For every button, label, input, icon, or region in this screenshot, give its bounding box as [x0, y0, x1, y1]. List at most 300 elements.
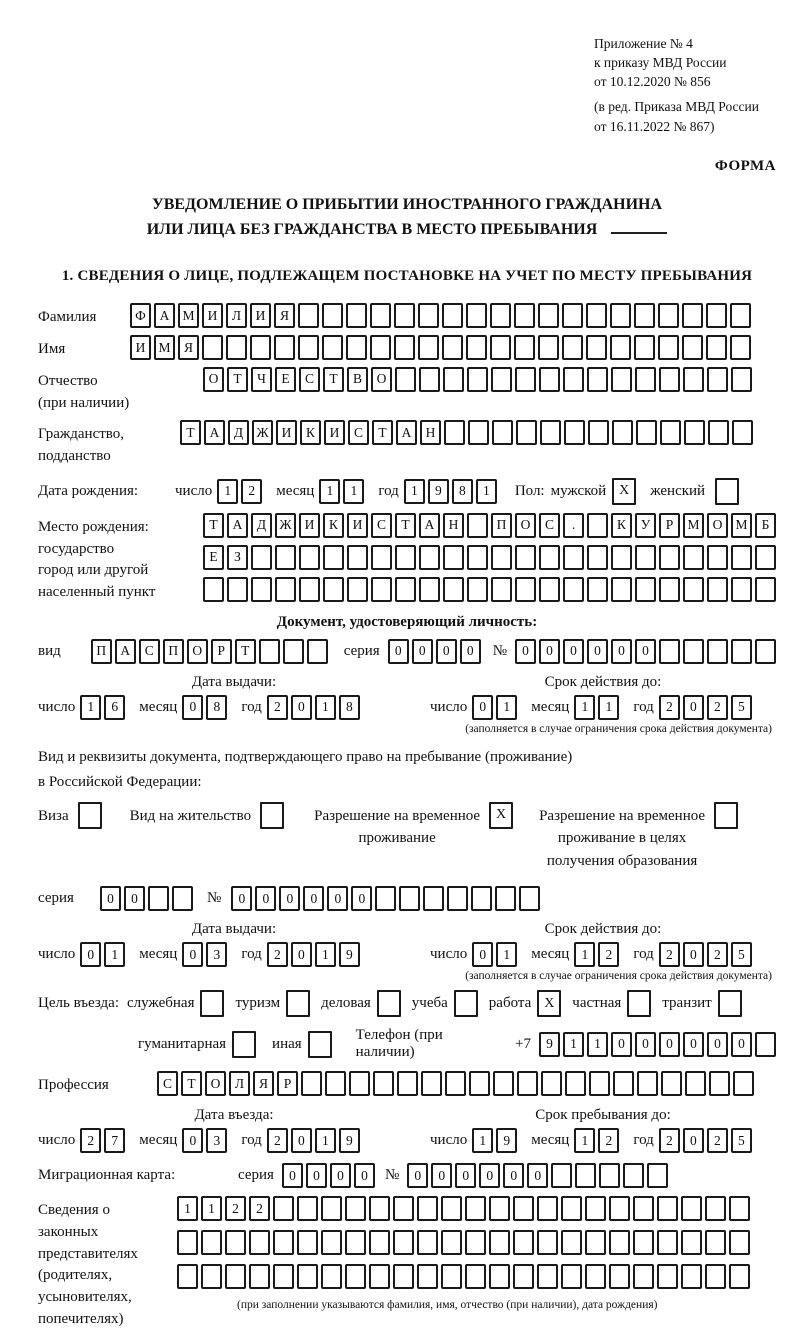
char-cell[interactable]	[612, 420, 633, 445]
temp-residence-edu-checkbox[interactable]	[714, 802, 738, 829]
char-cell[interactable]: 0	[472, 695, 493, 720]
char-cell[interactable]	[444, 420, 465, 445]
temp-residence-checkbox[interactable]: X	[489, 802, 513, 829]
char-cell[interactable]: А	[227, 513, 248, 538]
char-cell[interactable]	[513, 1264, 534, 1289]
char-cell[interactable]: 0	[587, 639, 608, 664]
char-cell[interactable]	[633, 1230, 654, 1255]
char-cell[interactable]: И	[299, 513, 320, 538]
char-cell[interactable]: У	[635, 513, 656, 538]
char-cell[interactable]	[683, 545, 704, 570]
char-cell[interactable]	[706, 303, 727, 328]
char-cell[interactable]: И	[276, 420, 297, 445]
char-cell[interactable]	[681, 1196, 702, 1221]
char-cell[interactable]: 0	[231, 886, 252, 911]
char-cell[interactable]	[417, 1230, 438, 1255]
char-cell[interactable]: 8	[452, 479, 473, 504]
char-cell[interactable]	[636, 420, 657, 445]
char-cell[interactable]	[683, 577, 704, 602]
char-cell[interactable]	[708, 420, 729, 445]
char-cell[interactable]	[442, 303, 463, 328]
char-cell[interactable]: И	[130, 335, 151, 360]
purpose-work-checkbox[interactable]: X	[537, 990, 561, 1017]
purpose-study-checkbox[interactable]	[454, 990, 478, 1017]
char-cell[interactable]: О	[707, 513, 728, 538]
char-cell[interactable]: 9	[428, 479, 449, 504]
char-cell[interactable]: 1	[574, 695, 595, 720]
char-cell[interactable]	[273, 1264, 294, 1289]
char-cell[interactable]: Ф	[130, 303, 151, 328]
char-cell[interactable]: Я	[178, 335, 199, 360]
char-cell[interactable]	[299, 577, 320, 602]
char-cell[interactable]: 0	[683, 1032, 704, 1057]
char-cell[interactable]: О	[203, 367, 224, 392]
char-cell[interactable]: 1	[201, 1196, 222, 1221]
char-cell[interactable]	[565, 1071, 586, 1096]
char-cell[interactable]: 2	[659, 1128, 680, 1153]
purpose-transit-checkbox[interactable]	[718, 990, 742, 1017]
char-cell[interactable]	[637, 1071, 658, 1096]
char-cell[interactable]	[394, 335, 415, 360]
char-cell[interactable]	[647, 1163, 668, 1188]
char-cell[interactable]: 6	[104, 695, 125, 720]
char-cell[interactable]: З	[227, 545, 248, 570]
char-cell[interactable]	[325, 1071, 346, 1096]
char-cell[interactable]	[657, 1264, 678, 1289]
char-cell[interactable]	[659, 639, 680, 664]
char-cell[interactable]: Н	[420, 420, 441, 445]
char-cell[interactable]: 1	[476, 479, 497, 504]
char-cell[interactable]	[561, 1196, 582, 1221]
char-cell[interactable]: А	[115, 639, 136, 664]
char-cell[interactable]	[418, 303, 439, 328]
char-cell[interactable]	[203, 577, 224, 602]
char-cell[interactable]	[395, 577, 416, 602]
char-cell[interactable]	[275, 545, 296, 570]
char-cell[interactable]: О	[187, 639, 208, 664]
char-cell[interactable]	[611, 577, 632, 602]
char-cell[interactable]: Д	[228, 420, 249, 445]
char-cell[interactable]: 2	[707, 942, 728, 967]
char-cell[interactable]: 0	[503, 1163, 524, 1188]
char-cell[interactable]	[492, 420, 513, 445]
char-cell[interactable]: Т	[235, 639, 256, 664]
char-cell[interactable]	[370, 303, 391, 328]
char-cell[interactable]: 0	[611, 1032, 632, 1057]
char-cell[interactable]	[540, 420, 561, 445]
char-cell[interactable]: 0	[182, 695, 203, 720]
char-cell[interactable]: Е	[203, 545, 224, 570]
char-cell[interactable]	[563, 545, 584, 570]
char-cell[interactable]: 1	[315, 942, 336, 967]
char-cell[interactable]	[561, 1230, 582, 1255]
char-cell[interactable]: 3	[206, 942, 227, 967]
char-cell[interactable]	[730, 335, 751, 360]
char-cell[interactable]	[323, 577, 344, 602]
char-cell[interactable]	[251, 545, 272, 570]
char-cell[interactable]	[657, 1196, 678, 1221]
char-cell[interactable]	[585, 1196, 606, 1221]
char-cell[interactable]	[283, 639, 304, 664]
residence-permit-checkbox[interactable]	[260, 802, 284, 829]
char-cell[interactable]: 0	[100, 886, 121, 911]
char-cell[interactable]	[490, 303, 511, 328]
char-cell[interactable]: Т	[180, 420, 201, 445]
char-cell[interactable]	[249, 1264, 270, 1289]
char-cell[interactable]	[587, 367, 608, 392]
char-cell[interactable]	[399, 886, 420, 911]
char-cell[interactable]	[633, 1196, 654, 1221]
char-cell[interactable]	[371, 577, 392, 602]
char-cell[interactable]	[298, 335, 319, 360]
char-cell[interactable]	[345, 1196, 366, 1221]
char-cell[interactable]	[733, 1071, 754, 1096]
char-cell[interactable]	[273, 1230, 294, 1255]
char-cell[interactable]	[575, 1163, 596, 1188]
char-cell[interactable]	[537, 1230, 558, 1255]
char-cell[interactable]	[657, 1230, 678, 1255]
char-cell[interactable]	[489, 1264, 510, 1289]
char-cell[interactable]: 2	[267, 942, 288, 967]
char-cell[interactable]	[273, 1196, 294, 1221]
char-cell[interactable]	[467, 513, 488, 538]
char-cell[interactable]	[251, 577, 272, 602]
char-cell[interactable]	[613, 1071, 634, 1096]
char-cell[interactable]	[515, 577, 536, 602]
char-cell[interactable]	[443, 577, 464, 602]
char-cell[interactable]	[705, 1264, 726, 1289]
char-cell[interactable]	[490, 335, 511, 360]
char-cell[interactable]	[249, 1230, 270, 1255]
char-cell[interactable]: В	[347, 367, 368, 392]
char-cell[interactable]	[274, 335, 295, 360]
char-cell[interactable]: М	[683, 513, 704, 538]
char-cell[interactable]	[755, 1032, 776, 1057]
char-cell[interactable]: С	[299, 367, 320, 392]
char-cell[interactable]	[227, 577, 248, 602]
char-cell[interactable]	[321, 1196, 342, 1221]
char-cell[interactable]: 1	[574, 1128, 595, 1153]
char-cell[interactable]: С	[539, 513, 560, 538]
char-cell[interactable]	[585, 1264, 606, 1289]
char-cell[interactable]	[202, 335, 223, 360]
char-cell[interactable]	[587, 545, 608, 570]
char-cell[interactable]: С	[371, 513, 392, 538]
char-cell[interactable]: 7	[104, 1128, 125, 1153]
char-cell[interactable]	[588, 420, 609, 445]
char-cell[interactable]	[421, 1071, 442, 1096]
char-cell[interactable]	[707, 639, 728, 664]
char-cell[interactable]	[441, 1196, 462, 1221]
char-cell[interactable]	[417, 1264, 438, 1289]
char-cell[interactable]	[395, 367, 416, 392]
char-cell[interactable]	[373, 1071, 394, 1096]
char-cell[interactable]	[299, 545, 320, 570]
char-cell[interactable]	[610, 335, 631, 360]
char-cell[interactable]: 2	[659, 695, 680, 720]
char-cell[interactable]: Ч	[251, 367, 272, 392]
char-cell[interactable]	[551, 1163, 572, 1188]
char-cell[interactable]: 0	[182, 942, 203, 967]
char-cell[interactable]	[375, 886, 396, 911]
char-cell[interactable]	[609, 1264, 630, 1289]
char-cell[interactable]	[471, 886, 492, 911]
char-cell[interactable]: Л	[229, 1071, 250, 1096]
char-cell[interactable]: А	[396, 420, 417, 445]
char-cell[interactable]	[681, 1264, 702, 1289]
char-cell[interactable]	[442, 335, 463, 360]
char-cell[interactable]	[707, 577, 728, 602]
char-cell[interactable]	[633, 1264, 654, 1289]
char-cell[interactable]	[307, 639, 328, 664]
purpose-other-checkbox[interactable]	[308, 1031, 332, 1058]
char-cell[interactable]: Т	[203, 513, 224, 538]
char-cell[interactable]	[561, 1264, 582, 1289]
char-cell[interactable]: С	[139, 639, 160, 664]
char-cell[interactable]	[683, 367, 704, 392]
char-cell[interactable]	[346, 303, 367, 328]
char-cell[interactable]	[417, 1196, 438, 1221]
char-cell[interactable]: 0	[388, 639, 409, 664]
char-cell[interactable]: К	[611, 513, 632, 538]
char-cell[interactable]	[623, 1163, 644, 1188]
char-cell[interactable]: 0	[306, 1163, 327, 1188]
char-cell[interactable]: 0	[659, 1032, 680, 1057]
char-cell[interactable]	[755, 639, 776, 664]
char-cell[interactable]: 0	[279, 886, 300, 911]
char-cell[interactable]: Д	[251, 513, 272, 538]
char-cell[interactable]	[730, 303, 751, 328]
purpose-private-checkbox[interactable]	[627, 990, 651, 1017]
char-cell[interactable]	[539, 367, 560, 392]
char-cell[interactable]: Н	[443, 513, 464, 538]
char-cell[interactable]	[755, 545, 776, 570]
char-cell[interactable]	[707, 545, 728, 570]
char-cell[interactable]: 5	[731, 942, 752, 967]
char-cell[interactable]: А	[154, 303, 175, 328]
char-cell[interactable]: 0	[611, 639, 632, 664]
char-cell[interactable]: М	[178, 303, 199, 328]
char-cell[interactable]: 1	[217, 479, 238, 504]
char-cell[interactable]	[635, 367, 656, 392]
char-cell[interactable]: 1	[315, 695, 336, 720]
char-cell[interactable]	[323, 545, 344, 570]
char-cell[interactable]	[177, 1264, 198, 1289]
char-cell[interactable]	[705, 1230, 726, 1255]
char-cell[interactable]	[441, 1264, 462, 1289]
char-cell[interactable]	[515, 367, 536, 392]
char-cell[interactable]	[513, 1196, 534, 1221]
char-cell[interactable]	[609, 1196, 630, 1221]
char-cell[interactable]: 0	[291, 695, 312, 720]
char-cell[interactable]: М	[154, 335, 175, 360]
char-cell[interactable]	[345, 1264, 366, 1289]
char-cell[interactable]	[611, 367, 632, 392]
char-cell[interactable]	[586, 335, 607, 360]
char-cell[interactable]: Р	[659, 513, 680, 538]
char-cell[interactable]	[467, 545, 488, 570]
char-cell[interactable]: 1	[404, 479, 425, 504]
char-cell[interactable]	[684, 420, 705, 445]
char-cell[interactable]	[465, 1230, 486, 1255]
char-cell[interactable]	[635, 577, 656, 602]
char-cell[interactable]	[225, 1264, 246, 1289]
char-cell[interactable]: Л	[226, 303, 247, 328]
char-cell[interactable]	[587, 577, 608, 602]
char-cell[interactable]	[467, 577, 488, 602]
char-cell[interactable]: 0	[330, 1163, 351, 1188]
char-cell[interactable]: 0	[124, 886, 145, 911]
char-cell[interactable]	[297, 1196, 318, 1221]
char-cell[interactable]: 0	[182, 1128, 203, 1153]
char-cell[interactable]: 0	[539, 639, 560, 664]
char-cell[interactable]: 0	[707, 1032, 728, 1057]
char-cell[interactable]: 0	[635, 1032, 656, 1057]
char-cell[interactable]	[706, 335, 727, 360]
char-cell[interactable]	[394, 303, 415, 328]
char-cell[interactable]: И	[202, 303, 223, 328]
char-cell[interactable]	[418, 335, 439, 360]
char-cell[interactable]	[682, 303, 703, 328]
char-cell[interactable]: П	[491, 513, 512, 538]
char-cell[interactable]	[562, 335, 583, 360]
char-cell[interactable]	[707, 367, 728, 392]
char-cell[interactable]: 0	[635, 639, 656, 664]
char-cell[interactable]	[537, 1264, 558, 1289]
char-cell[interactable]: 0	[683, 695, 704, 720]
char-cell[interactable]	[423, 886, 444, 911]
char-cell[interactable]: К	[300, 420, 321, 445]
char-cell[interactable]: К	[323, 513, 344, 538]
char-cell[interactable]: Т	[395, 513, 416, 538]
char-cell[interactable]	[491, 577, 512, 602]
char-cell[interactable]	[729, 1196, 750, 1221]
char-cell[interactable]	[599, 1163, 620, 1188]
char-cell[interactable]: 0	[527, 1163, 548, 1188]
char-cell[interactable]	[465, 1264, 486, 1289]
char-cell[interactable]: 8	[206, 695, 227, 720]
char-cell[interactable]: Т	[323, 367, 344, 392]
char-cell[interactable]	[489, 1230, 510, 1255]
char-cell[interactable]	[731, 545, 752, 570]
char-cell[interactable]: 2	[598, 942, 619, 967]
char-cell[interactable]	[259, 639, 280, 664]
char-cell[interactable]: 2	[267, 695, 288, 720]
char-cell[interactable]: 0	[303, 886, 324, 911]
char-cell[interactable]	[467, 367, 488, 392]
char-cell[interactable]	[539, 545, 560, 570]
char-cell[interactable]: 2	[241, 479, 262, 504]
char-cell[interactable]	[659, 577, 680, 602]
char-cell[interactable]	[493, 1071, 514, 1096]
char-cell[interactable]: 2	[80, 1128, 101, 1153]
char-cell[interactable]: М	[731, 513, 752, 538]
char-cell[interactable]: 1	[104, 942, 125, 967]
char-cell[interactable]	[731, 577, 752, 602]
char-cell[interactable]	[322, 335, 343, 360]
char-cell[interactable]: 2	[225, 1196, 246, 1221]
char-cell[interactable]	[345, 1230, 366, 1255]
char-cell[interactable]: 1	[319, 479, 340, 504]
char-cell[interactable]	[275, 577, 296, 602]
purpose-official-checkbox[interactable]	[200, 990, 224, 1017]
char-cell[interactable]	[322, 303, 343, 328]
char-cell[interactable]	[683, 639, 704, 664]
char-cell[interactable]	[709, 1071, 730, 1096]
char-cell[interactable]: 5	[731, 1128, 752, 1153]
char-cell[interactable]	[172, 886, 193, 911]
char-cell[interactable]	[495, 886, 516, 911]
char-cell[interactable]	[563, 577, 584, 602]
char-cell[interactable]: 0	[327, 886, 348, 911]
char-cell[interactable]	[541, 1071, 562, 1096]
char-cell[interactable]	[250, 335, 271, 360]
char-cell[interactable]	[634, 335, 655, 360]
char-cell[interactable]	[395, 545, 416, 570]
char-cell[interactable]	[419, 367, 440, 392]
char-cell[interactable]	[297, 1264, 318, 1289]
char-cell[interactable]: Р	[277, 1071, 298, 1096]
char-cell[interactable]	[301, 1071, 322, 1096]
char-cell[interactable]: 1	[563, 1032, 584, 1057]
char-cell[interactable]	[370, 335, 391, 360]
char-cell[interactable]	[731, 367, 752, 392]
char-cell[interactable]	[347, 577, 368, 602]
char-cell[interactable]	[538, 303, 559, 328]
char-cell[interactable]	[564, 420, 585, 445]
char-cell[interactable]: 2	[598, 1128, 619, 1153]
char-cell[interactable]	[369, 1264, 390, 1289]
char-cell[interactable]	[489, 1196, 510, 1221]
char-cell[interactable]: 0	[80, 942, 101, 967]
char-cell[interactable]	[371, 545, 392, 570]
char-cell[interactable]	[658, 303, 679, 328]
char-cell[interactable]: 1	[587, 1032, 608, 1057]
purpose-business-checkbox[interactable]	[377, 990, 401, 1017]
sex-female-checkbox[interactable]	[715, 478, 739, 505]
char-cell[interactable]	[447, 886, 468, 911]
char-cell[interactable]: 2	[267, 1128, 288, 1153]
char-cell[interactable]: Ж	[252, 420, 273, 445]
char-cell[interactable]	[201, 1264, 222, 1289]
char-cell[interactable]	[346, 335, 367, 360]
char-cell[interactable]: Р	[211, 639, 232, 664]
char-cell[interactable]	[397, 1071, 418, 1096]
char-cell[interactable]	[635, 545, 656, 570]
char-cell[interactable]: 0	[354, 1163, 375, 1188]
char-cell[interactable]	[491, 367, 512, 392]
purpose-tourism-checkbox[interactable]	[286, 990, 310, 1017]
char-cell[interactable]	[347, 545, 368, 570]
char-cell[interactable]	[419, 545, 440, 570]
char-cell[interactable]: 1	[496, 942, 517, 967]
char-cell[interactable]	[466, 303, 487, 328]
char-cell[interactable]	[443, 545, 464, 570]
char-cell[interactable]: 1	[574, 942, 595, 967]
char-cell[interactable]	[587, 513, 608, 538]
char-cell[interactable]: П	[163, 639, 184, 664]
char-cell[interactable]	[225, 1230, 246, 1255]
char-cell[interactable]	[513, 1230, 534, 1255]
char-cell[interactable]	[661, 1071, 682, 1096]
char-cell[interactable]: 3	[206, 1128, 227, 1153]
visa-checkbox[interactable]	[78, 802, 102, 829]
char-cell[interactable]	[517, 1071, 538, 1096]
char-cell[interactable]	[469, 1071, 490, 1096]
char-cell[interactable]	[393, 1264, 414, 1289]
char-cell[interactable]: 9	[496, 1128, 517, 1153]
char-cell[interactable]	[611, 545, 632, 570]
